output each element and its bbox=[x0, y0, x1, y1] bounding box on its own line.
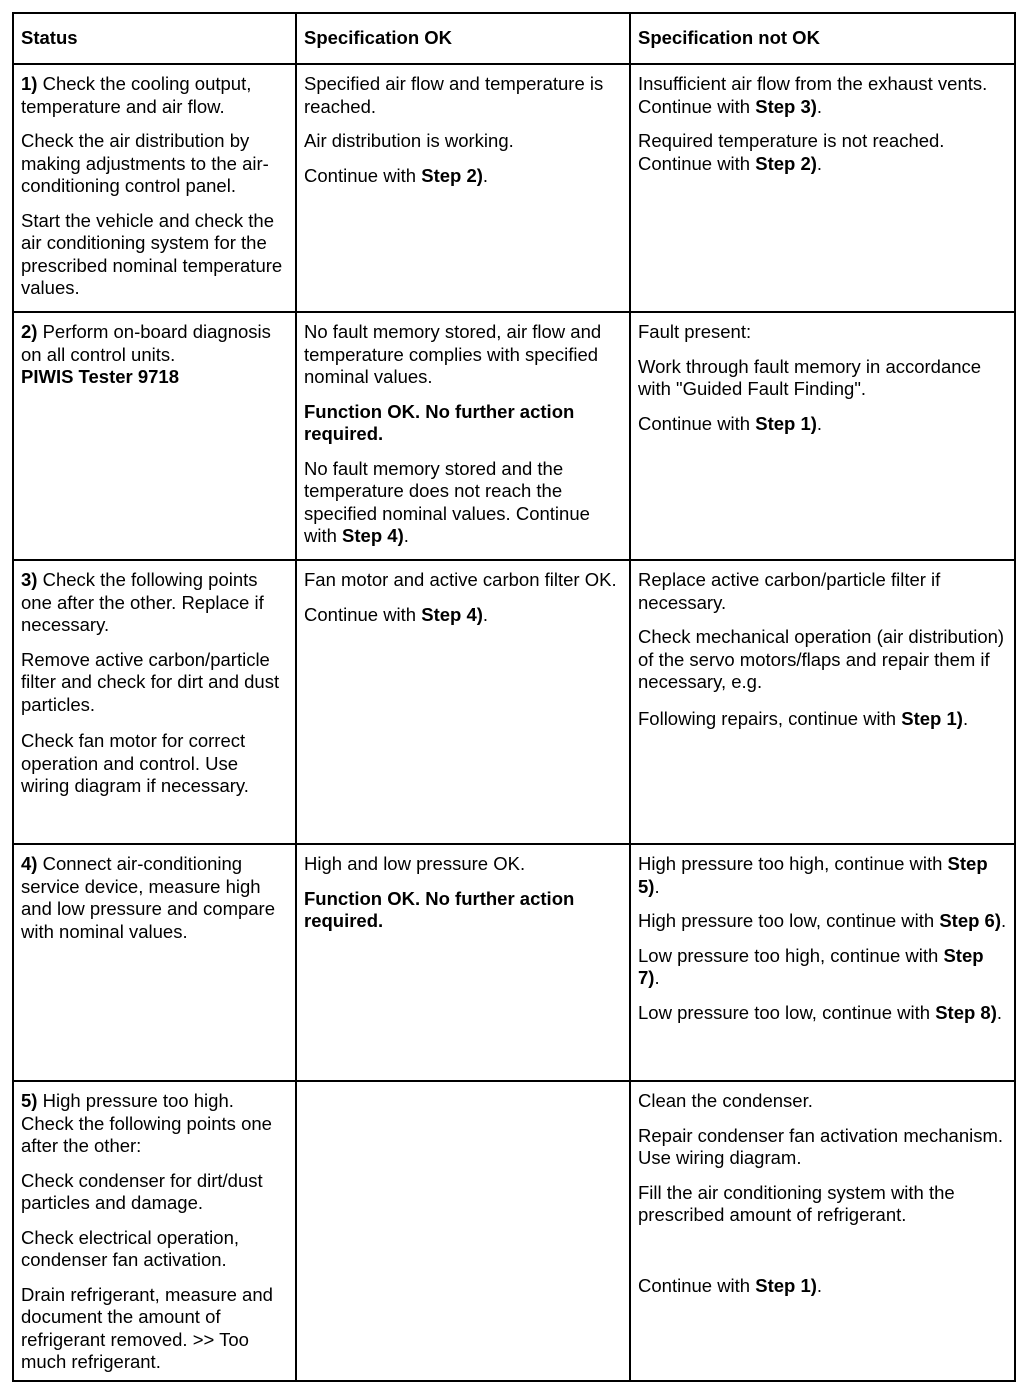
cell-text: Repair condenser fan activation mechanism. Use wiring diagram. bbox=[638, 1124, 1004, 1168]
cell-paragraph bbox=[304, 458, 623, 548]
cell-text: Replace active carbon/particle filter if necessary. bbox=[638, 569, 941, 613]
status-cell bbox=[13, 312, 296, 560]
step-number: 2) bbox=[21, 321, 38, 342]
cell-text: . bbox=[816, 412, 823, 434]
bold-text: Step 4) bbox=[421, 603, 483, 625]
header-status: Status bbox=[13, 13, 296, 64]
cell-paragraph bbox=[638, 413, 1008, 436]
cell-paragraph bbox=[638, 1182, 1008, 1227]
cell-text: Remove active carbon/particle filter and check for dirt and dust particles. bbox=[21, 648, 280, 715]
step-number: 3) bbox=[21, 569, 38, 590]
cell-text: Continue with bbox=[638, 412, 756, 434]
spec-ok-cell bbox=[296, 1081, 630, 1381]
cell-paragraph bbox=[304, 569, 623, 592]
cell-text: Drain refrigerant, measure and document the amount of refrigerant removed. >> Too much refrigerant. bbox=[21, 1283, 273, 1372]
bold-text: Step 1) bbox=[755, 412, 817, 434]
table-row bbox=[13, 844, 1015, 1081]
bold-text: Step 3) bbox=[755, 95, 817, 117]
cell-text: . bbox=[816, 152, 823, 174]
cell-paragraph bbox=[638, 853, 1008, 898]
cell-text: Fault present: bbox=[638, 321, 752, 342]
cell-paragraph bbox=[304, 853, 623, 876]
cell-text: High pressure too high, continue with bbox=[638, 853, 948, 874]
cell-text: . bbox=[996, 1001, 1003, 1023]
cell-text: Clean the condenser. bbox=[638, 1090, 813, 1111]
cell-paragraph bbox=[638, 321, 1008, 344]
header-spec-ok: Specification OK bbox=[296, 13, 630, 64]
cell-text: Check electrical operation, condenser fan activation. bbox=[21, 1226, 239, 1270]
bold-text: Step 1) bbox=[755, 1274, 817, 1296]
cell-paragraph bbox=[304, 130, 623, 153]
cell-paragraph bbox=[638, 708, 1008, 731]
cell-paragraph bbox=[304, 888, 623, 933]
status-cell bbox=[13, 1081, 296, 1381]
cell-text: . bbox=[654, 875, 660, 897]
cell-text: . bbox=[482, 603, 489, 625]
cell-text: Fill the air conditioning system with the prescribed amount of refrigerant. bbox=[638, 1181, 955, 1225]
cell-text: High and low pressure OK. bbox=[304, 853, 526, 874]
cell-paragraph bbox=[638, 910, 1008, 933]
cell-paragraph bbox=[21, 730, 289, 798]
cell-text: Check the air distribution by making adjustments to the air-conditioning control panel. bbox=[21, 130, 269, 196]
bold-text: Step 2) bbox=[755, 152, 817, 174]
cell-text: Check the cooling output, temperature and air flow. bbox=[21, 73, 252, 117]
cell-text: Connect air-conditioning service device, measure high and low pressure and compare with nominal values. bbox=[21, 853, 276, 942]
cell-text: No fault memory stored, air flow and temperature complies with specified nominal values. bbox=[304, 321, 602, 387]
status-cell bbox=[13, 560, 296, 844]
cell-text: No fault memory stored and the temperature does not reach the specified nominal values. Continue with bbox=[304, 457, 590, 546]
bold-text: Step 8) bbox=[935, 1001, 997, 1023]
step-number: 1) bbox=[21, 73, 38, 94]
cell-text: Check fan motor for correct operation and control. Use wiring diagram if necessary. bbox=[21, 730, 249, 796]
cell-paragraph bbox=[304, 73, 623, 118]
cell-paragraph bbox=[21, 1227, 289, 1272]
cell-paragraph bbox=[21, 853, 289, 943]
cell-paragraph bbox=[304, 401, 623, 446]
cell-text: Check the following points one after the other. Replace if necessary. bbox=[21, 569, 264, 635]
cell-text: Following repairs, continue with bbox=[638, 707, 902, 729]
table-row bbox=[13, 1081, 1015, 1381]
cell-text: . bbox=[1001, 910, 1007, 931]
cell-text: . bbox=[816, 95, 823, 117]
diagnosis-table bbox=[12, 12, 1016, 1382]
cell-paragraph bbox=[638, 1002, 1008, 1025]
cell-paragraph bbox=[21, 1170, 289, 1215]
cell-paragraph bbox=[638, 356, 1008, 401]
spec-not-ok-cell bbox=[630, 560, 1015, 844]
status-cell bbox=[13, 844, 296, 1081]
spec-not-ok-cell bbox=[630, 1081, 1015, 1381]
cell-text: . bbox=[403, 525, 409, 546]
cell-text: Low pressure too high, continue with bbox=[638, 944, 944, 966]
cell-paragraph bbox=[638, 73, 1008, 118]
table-row bbox=[13, 312, 1015, 560]
cell-paragraph bbox=[304, 321, 623, 389]
cell-text: . bbox=[482, 164, 489, 186]
cell-text: Check mechanical operation (air distribution) of the servo motors/flaps and repair them if necessary, e.g. bbox=[638, 626, 1005, 692]
cell-paragraph bbox=[21, 1284, 289, 1374]
spec-ok-cell bbox=[296, 844, 630, 1081]
cell-paragraph bbox=[21, 1090, 289, 1158]
cell-text: High pressure too high. Check the following points one after the other: bbox=[21, 1090, 272, 1156]
cell-paragraph bbox=[21, 210, 289, 300]
spec-not-ok-cell bbox=[630, 844, 1015, 1081]
cell-text: Start the vehicle and check the air conditioning system for the prescribed nominal temperature values. bbox=[21, 209, 283, 298]
cell-text: Perform on-board diagnosis on all control units. bbox=[21, 321, 271, 365]
cell-paragraph bbox=[638, 569, 1008, 614]
cell-paragraph bbox=[304, 604, 623, 627]
cell-text: Continue with bbox=[638, 1274, 756, 1296]
cell-text: Work through fault memory in accordance with "Guided Fault Finding". bbox=[638, 355, 982, 399]
bold-text: Step 4) bbox=[342, 525, 404, 546]
table-row bbox=[13, 64, 1015, 312]
bold-text: Step 2) bbox=[421, 164, 483, 186]
spec-ok-cell bbox=[296, 64, 630, 312]
cell-paragraph bbox=[638, 1090, 1008, 1113]
tool-name: PIWIS Tester 9718 bbox=[21, 366, 180, 387]
cell-paragraph bbox=[304, 165, 623, 188]
step-number: 4) bbox=[21, 853, 38, 874]
bold-text: Step 1) bbox=[901, 707, 963, 729]
cell-text: High pressure too low, continue with bbox=[638, 910, 940, 931]
spec-ok-cell bbox=[296, 312, 630, 560]
bold-text: Function OK. No further action required. bbox=[304, 887, 575, 931]
step-number: 5) bbox=[21, 1090, 38, 1111]
cell-text: Low pressure too low, continue with bbox=[638, 1001, 936, 1023]
cell-text: Insufficient air flow from the exhaust vents. Continue with bbox=[638, 73, 988, 117]
cell-text: Check condenser for dirt/dust particles and damage. bbox=[21, 1169, 263, 1213]
cell-text: . bbox=[654, 967, 660, 988]
cell-paragraph bbox=[21, 569, 289, 637]
cell-paragraph bbox=[21, 73, 289, 118]
cell-text: . bbox=[816, 1274, 823, 1296]
status-cell bbox=[13, 64, 296, 312]
cell-text: Fan motor and active carbon filter OK. bbox=[304, 569, 617, 590]
bold-text: Step 7) bbox=[638, 944, 984, 988]
spec-not-ok-cell bbox=[630, 64, 1015, 312]
cell-paragraph bbox=[21, 321, 289, 389]
cell-paragraph bbox=[638, 1275, 1008, 1298]
cell-paragraph bbox=[21, 130, 289, 198]
bold-text: Step 6) bbox=[939, 910, 1001, 931]
spec-not-ok-cell bbox=[630, 312, 1015, 560]
cell-text: Air distribution is working. bbox=[304, 130, 514, 151]
cell-text: Continue with bbox=[304, 164, 422, 186]
cell-paragraph bbox=[638, 130, 1008, 175]
cell-text: Required temperature is not reached. Continue with bbox=[638, 130, 945, 174]
header-spec-not-ok: Specification not OK bbox=[630, 13, 1015, 64]
cell-paragraph bbox=[638, 1125, 1008, 1170]
table-row bbox=[13, 560, 1015, 844]
cell-paragraph bbox=[638, 945, 1008, 990]
cell-paragraph bbox=[638, 626, 1008, 694]
spec-ok-cell bbox=[296, 560, 630, 844]
cell-text: . bbox=[962, 707, 969, 729]
bold-text: Step 5) bbox=[638, 853, 988, 897]
cell-paragraph bbox=[21, 649, 289, 717]
header-row bbox=[13, 13, 1015, 64]
cell-text: Specified air flow and temperature is reached. bbox=[304, 73, 604, 117]
bold-text: Function OK. No further action required. bbox=[304, 400, 575, 444]
cell-text: Continue with bbox=[304, 603, 422, 625]
